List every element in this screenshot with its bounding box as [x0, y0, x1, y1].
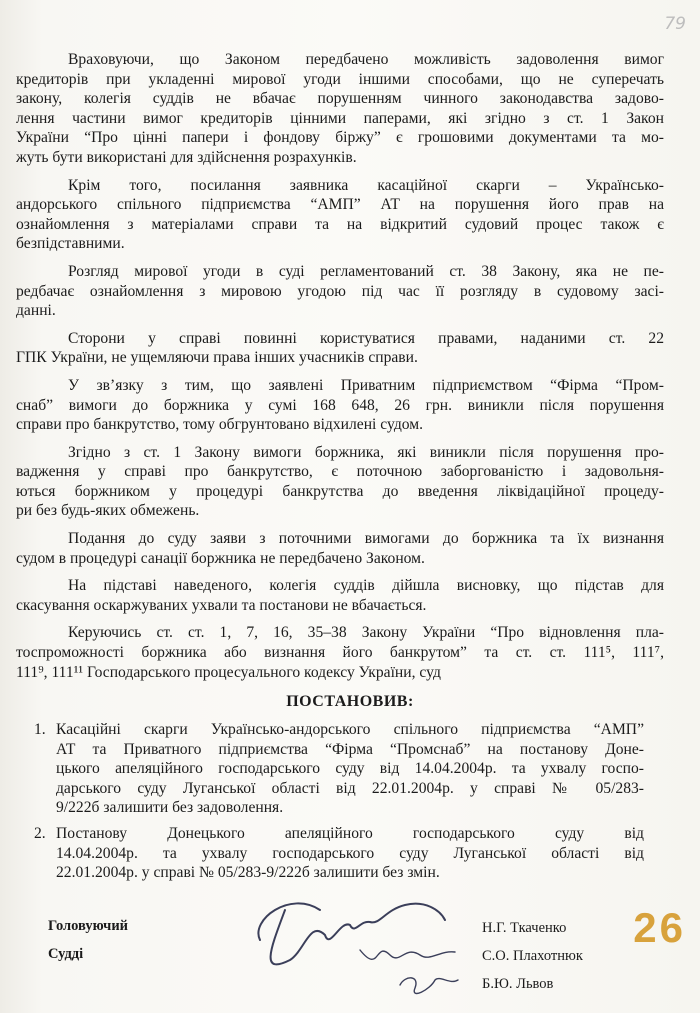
- text-line: судом в процедурі санації боржника не передбачено Законом.: [16, 549, 425, 567]
- judges-label: Судді: [48, 946, 84, 962]
- text-line: ються боржником у процедурі банкрутства до введення ліквідаційної процеду-: [16, 482, 664, 500]
- text-line: данні.: [16, 302, 56, 320]
- text-line: ознайомлення з матеріалами справи та на відкритий судовий процес також є: [16, 215, 664, 233]
- resolution-title: ПОСТАНОВИВ:: [286, 693, 414, 710]
- text-line: лення частини вимог кредиторів цінними паперами, які згідно з ст. 1 Закон: [16, 109, 664, 127]
- item-number: 1.: [34, 721, 46, 738]
- resolution-item: [34, 824, 644, 883]
- text-line: ри без будь-яких обмежень.: [16, 502, 200, 520]
- text-line: АТ та Приватного підприємства “Фірма “Промснаб” на постанову Доне-: [56, 740, 644, 758]
- text-line: 14.04.2004р. та ухвалу господарського суду Луганської області від: [56, 844, 644, 862]
- text-line: 111⁹, 111¹¹ Господарського процесуального кодексу України, суд: [16, 663, 441, 681]
- judge-name: С.О. Плахотнюк: [482, 948, 583, 964]
- text-line: закону, колегія суддів не вбачає порушенням чинного законодавства задово-: [16, 90, 664, 108]
- text-line: Враховуючи, що Законом передбачено можливість задоволення вимог: [68, 51, 664, 68]
- text-line: редбачає ознайомлення з мировою угодою під час її розгляду в судовому засі-: [16, 282, 664, 300]
- paragraph: [16, 329, 664, 368]
- text-line: безпідставними.: [16, 235, 125, 253]
- text-line: На підставі наведеного, колегія суддів дійшла висновку, що підстав для: [68, 577, 664, 595]
- paragraph: [16, 376, 664, 435]
- text-line: вадження у справі про банкрутство, є поточною заборгованістю і задовольня-: [16, 463, 664, 481]
- text-line: справи про банкрутство, тому обгрунтовано відхилені судом.: [16, 416, 424, 434]
- paragraph: [16, 262, 664, 321]
- text-line: жуть бути використані для здійснення розрахунків.: [16, 148, 357, 166]
- text-line: ГПК України, не ущемляючи права інших учасників справи.: [16, 349, 418, 367]
- document-body: [16, 50, 664, 690]
- text-line: Згідно з ст. 1 Закону вимоги боржника, які виникли після порушення про-: [68, 443, 664, 461]
- paragraph: [16, 529, 664, 568]
- item-number: 2.: [34, 824, 46, 842]
- text-line: цького апеляційного господарського суду від 14.04.2004р. та ухвалу госпо-: [56, 760, 644, 778]
- text-line: 22.01.2004р. у справі № 05/283-9/222б залишити без змін.: [56, 864, 440, 882]
- text-line: України “Про цінні папери і фондову біржу” є грошовими документами та мо-: [16, 129, 664, 147]
- text-line: Розгляд мирової угоди в суді регламентований ст. 38 Закону, яка не пе-: [68, 262, 664, 280]
- text-line: Постанову Донецького апеляційного господарського суду від: [56, 824, 644, 842]
- page-number: 26: [633, 904, 686, 951]
- text-line: Сторони у справі повинні користуватися правами, наданими ст. 22: [68, 329, 664, 347]
- text-line: Крім того, посилання заявника касаційної скарги – Українсько-: [68, 176, 664, 194]
- text-line: дарського суду Луганської області від 22.01.2004р. у справі № 05/283-: [56, 779, 644, 797]
- text-line: Керуючись ст. ст. 1, 7, 16, 35–38 Закону України “Про відновлення пла-: [68, 624, 664, 642]
- corner-page-mark: 79: [664, 14, 686, 34]
- paragraph: [16, 50, 664, 168]
- paragraph: [16, 443, 664, 521]
- text-line: скасування оскаржуваних ухвали та постанови не вбачається.: [16, 596, 427, 614]
- text-line: снаб” вимоги до боржника у сумі 168 648, 26 грн. виникли після порушення: [16, 396, 664, 414]
- resolution-items: [34, 720, 644, 889]
- paragraph: [16, 623, 664, 682]
- presiding-label: Головуючий: [48, 918, 129, 934]
- resolution-item: [34, 720, 644, 818]
- text-line: кредиторів при укладенні мирової угоди іншими способами, що не суперечать: [16, 70, 664, 88]
- judge-name: Н.Г. Ткаченко: [482, 920, 567, 936]
- text-line: У зв’язку з тим, що заявлені Приватним підприємством “Фірма “Пром-: [68, 376, 664, 394]
- judge-name: Б.Ю. Львов: [482, 976, 554, 992]
- paragraph: [16, 176, 664, 254]
- text-line: тоспроможності боржника або визнання його банкрутом” та ст. ст. 111⁵, 111⁷,: [16, 644, 664, 662]
- text-line: 9/222б залишити без задоволення.: [56, 799, 284, 817]
- text-line: Касаційні скарги Українсько-андорського спільного підприємства “АМП”: [56, 721, 644, 738]
- paragraph: [16, 576, 664, 615]
- text-line: андорського спільного підприємства “АМП” АТ на порушення його прав на: [16, 196, 664, 214]
- text-line: Подання до суду заяви з поточними вимогами до боржника та їх визнання: [68, 530, 664, 548]
- handwritten-signatures: [230, 880, 470, 1010]
